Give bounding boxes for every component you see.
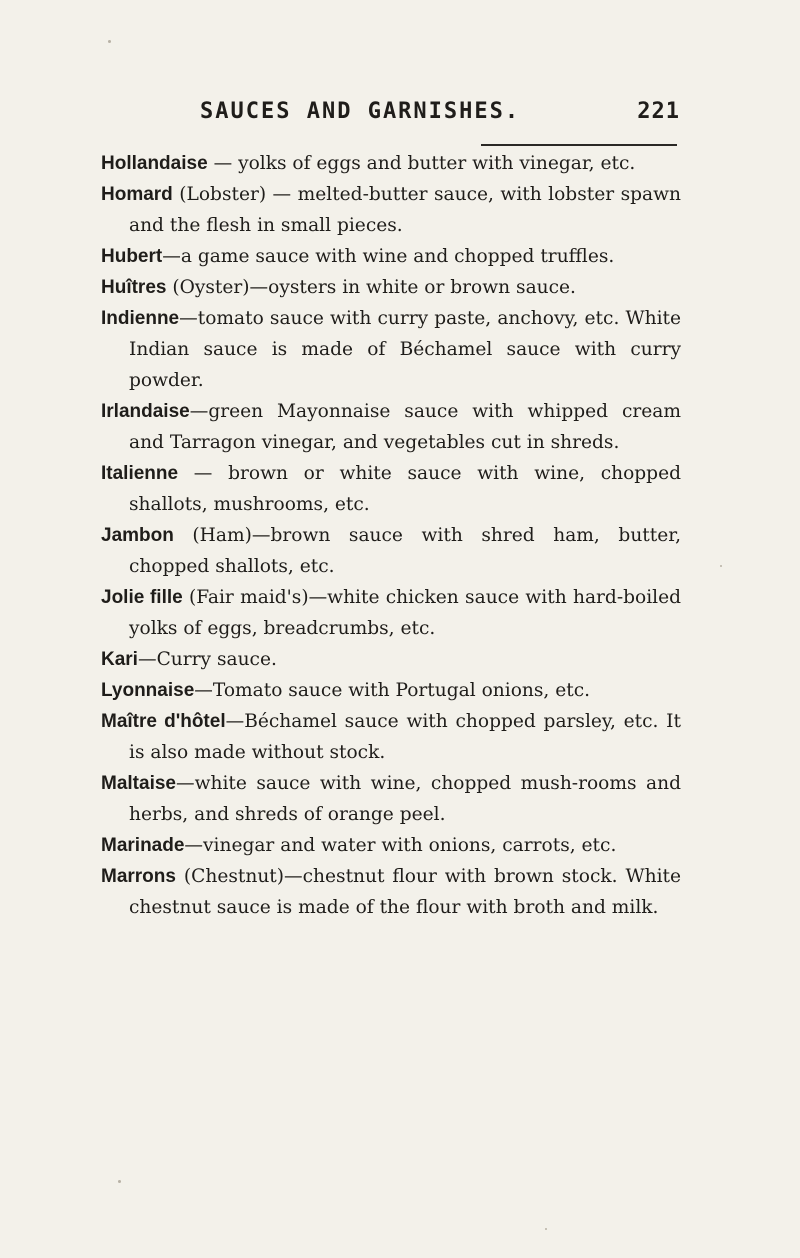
glossary-entry: [101, 303, 681, 396]
entry-term: Huîtres: [101, 277, 167, 298]
entry-definition: — yolks of eggs and butter with vinegar, etc.: [207, 153, 636, 174]
glossary-entry: [101, 706, 681, 768]
glossary-entry: [101, 148, 681, 179]
entry-term: Lyonnaise: [101, 680, 195, 701]
entry-term: Jambon: [101, 525, 174, 546]
entry-definition: —Béchamel sauce with chopped parsley, etc. It is also made without stock.: [129, 711, 681, 763]
glossary-entry: [101, 644, 681, 675]
entry-definition: —a game sauce with wine and chopped truffles.: [162, 246, 615, 267]
entry-definition: (Chestnut)—chestnut flour with brown stock. White chestnut sauce is made of the flour with broth and milk.: [129, 866, 681, 918]
paper-speck: [108, 40, 111, 43]
entry-definition: (Ham)—brown sauce with shred ham, butter, chopped shallots, etc.: [129, 525, 681, 577]
glossary-entry: [101, 582, 681, 644]
entry-term: Hollandaise: [101, 153, 208, 174]
glossary-entry: [101, 272, 681, 303]
glossary-entry: [101, 396, 681, 458]
entry-definition: (Oyster)—oysters in white or brown sauce.: [166, 277, 576, 298]
entry-term: Marinade: [101, 835, 185, 856]
entry-term: Homard: [101, 184, 173, 205]
entry-definition: —vinegar and water with onions, carrots, etc.: [184, 835, 617, 856]
glossary-entry: [101, 768, 681, 830]
entry-definition: (Lobster) — melted-butter sauce, with lobster spawn and the flesh in small pieces.: [129, 184, 681, 236]
glossary-entry: [101, 241, 681, 272]
entry-definition: — brown or white sauce with wine, chopped shallots, mushrooms, etc.: [129, 463, 681, 515]
paper-speck: [720, 565, 722, 567]
entry-term: Maître d'hôtel: [101, 711, 226, 732]
paper-speck: [118, 1180, 121, 1183]
entry-term: Italienne: [101, 463, 179, 484]
glossary-entry: [101, 458, 681, 520]
entry-term: Kari: [101, 649, 138, 670]
entry-term: Marrons: [101, 866, 176, 887]
glossary-entry: [101, 830, 681, 861]
entry-definition: —green Mayonnaise sauce with whipped cream and Tarragon vinegar, and vegetables cut in shreds.: [129, 401, 681, 453]
entry-term: Maltaise: [101, 773, 176, 794]
chapter-title: SAUCES AND GARNISHES.: [200, 99, 521, 124]
sauce-glossary: [101, 148, 681, 923]
glossary-entry: [101, 861, 681, 923]
entry-term: Irlandaise: [101, 401, 190, 422]
entry-term: Indienne: [101, 308, 180, 329]
entry-definition: —Curry sauce.: [137, 649, 277, 670]
entry-definition: (Fair maid's)—white chicken sauce with hard-boiled yolks of eggs, breadcrumbs, etc.: [129, 587, 682, 639]
entry-term: Hubert: [101, 246, 163, 267]
glossary-entry: [101, 675, 681, 706]
entry-definition: —Tomato sauce with Portugal onions, etc.: [194, 680, 591, 701]
paper-speck: [545, 1228, 547, 1230]
running-head: [176, 99, 680, 139]
entry-definition: —tomato sauce with curry paste, anchovy, etc. White Indian sauce is made of Béchamel sauce with curry powder.: [129, 308, 681, 391]
glossary-entry: [101, 179, 681, 241]
header-rule: [481, 144, 677, 146]
entry-definition: —white sauce with wine, chopped mush-rooms and herbs, and shreds of orange peel.: [129, 773, 681, 825]
entry-term: Jolie fille: [101, 587, 183, 608]
page-number: 221: [637, 99, 680, 124]
glossary-entry: [101, 520, 681, 582]
